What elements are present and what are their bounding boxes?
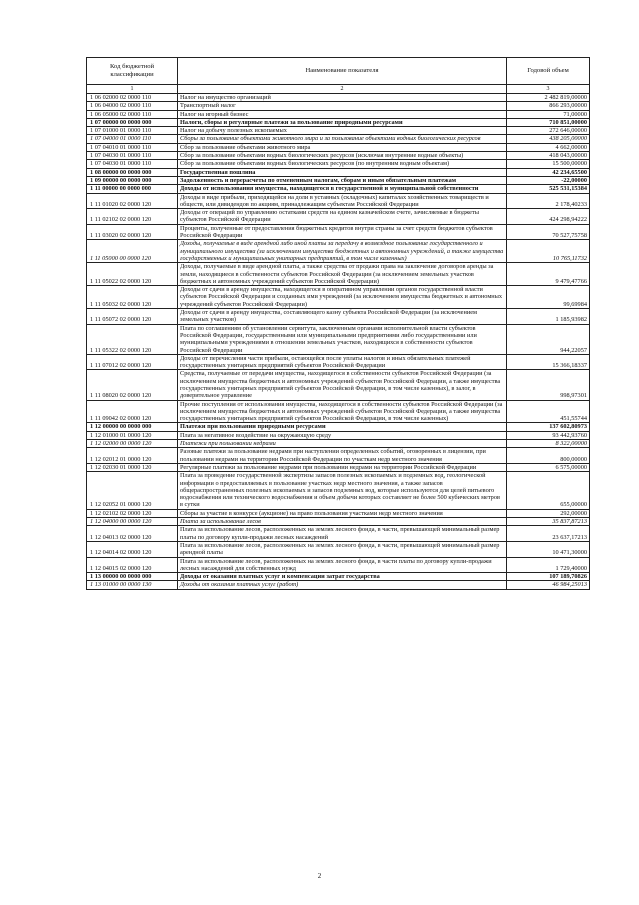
row-name: Прочие поступления от использования имущества, находящегося в собственности субъектов Российской Федерации (за исключением имущества бюджетных и автономных учреждений субъектов Российской Федерации, а также имущества государственных унитарных предприятий субъектов Российской Федерации, в том числе казенных): [178, 400, 507, 423]
row-name: Сбор за пользование объектами животного мира: [178, 143, 507, 151]
row-value: 4 662,00000: [507, 143, 590, 151]
table-row: [87, 168, 590, 176]
row-code: 1 11 00000 00 0000 000: [87, 185, 178, 193]
table-row: [87, 431, 590, 439]
row-code: 1 11 08020 02 0000 120: [87, 370, 178, 400]
table-row: [87, 94, 590, 102]
table-row: [87, 160, 590, 168]
header-code: Код бюджетной классификации: [87, 58, 178, 85]
row-value: 46 984,25013: [507, 581, 590, 589]
row-value: 418 043,00000: [507, 152, 590, 160]
table-row: [87, 263, 590, 286]
row-name: Сбор за пользование объектами водных биологических ресурсов (по внутренним водным объектам): [178, 160, 507, 168]
table-row: [87, 370, 590, 400]
row-code: 1 07 04030 01 0000 110: [87, 160, 178, 168]
row-code: 1 12 02012 01 0000 120: [87, 448, 178, 464]
table-row: [87, 557, 590, 573]
row-code: 1 12 01000 01 0000 120: [87, 431, 178, 439]
row-name: Плата по соглашениям об установлении сервитута, заключенным органами исполнительной власти субъектов Российской Федерации, государственными или муниципальными предприятиями либо государственными или муниципальными учреждениями в отношении земельных участков, находящихся в собственности субъектов Российской Федерации: [178, 324, 507, 354]
row-name: Сбор за пользование объектами водных биологических ресурсов (исключая внутренние водные объекты): [178, 152, 507, 160]
table-row: [87, 127, 590, 135]
row-name: Доходы от оказания платных услуг (работ): [178, 581, 507, 589]
table-row: [87, 400, 590, 423]
row-name: Налоги, сборы и регулярные платежи за пользование природными ресурсами: [178, 118, 507, 126]
row-value: 9 479,47766: [507, 263, 590, 286]
row-name: Плата за проведение государственной экспертизы запасов полезных ископаемых и подземных вод, геологической информации о предоставляемых в пользование участках недр местного значения, а также запасов общераспространенных полезных ископаемых и запасов подземных вод, которые используются для целей питьевого водоснабжения или технического водоснабжения и объем добычи которых составляет не более 500 кубических метров в сутки: [178, 472, 507, 509]
table-row: [87, 581, 590, 589]
row-code: 1 11 01020 02 0000 120: [87, 193, 178, 209]
row-code: 1 11 05072 02 0000 120: [87, 309, 178, 325]
table-row: [87, 152, 590, 160]
row-name: Платежи при пользовании природными ресурсами: [178, 423, 507, 431]
row-value: 800,00000: [507, 448, 590, 464]
row-name: Средства, получаемые от передачи имущества, находящегося в собственности субъектов Российской Федерации (за исключением имущества бюджетных и автономных учреждений субъектов Российской Федерации, а также имущества государственных унитарных предприятий субъектов Российской Федерации, в том числе казенных), в залог, в доверительное управление: [178, 370, 507, 400]
row-name: Доходы от сдачи в аренду имущества, составляющего казну субъекта Российской Федерации (за исключением земельных участков): [178, 309, 507, 325]
table-row: [87, 423, 590, 431]
page-number: 2: [317, 872, 322, 880]
row-value: 137 602,80973: [507, 423, 590, 431]
table-row: [87, 240, 590, 263]
row-name: Налог на имущество организаций: [178, 94, 507, 102]
row-code: 1 11 07012 02 0000 120: [87, 354, 178, 370]
row-code: 1 07 04030 01 0000 110: [87, 152, 178, 160]
column-number-2: 2: [178, 85, 507, 94]
row-name: Плата за использование лесов, расположенных на землях лесного фонда, в части, превышающей минимальный размер арендной платы: [178, 541, 507, 557]
row-code: 1 12 04014 02 0000 120: [87, 541, 178, 557]
row-name: Доходы от использования имущества, находящегося в государственной и муниципальной собственности: [178, 185, 507, 193]
row-code: 1 12 02102 02 0000 120: [87, 509, 178, 517]
table-row: [87, 526, 590, 542]
row-value: 99,69984: [507, 286, 590, 309]
row-name: Плата за использование лесов, расположенных на землях лесного фонда, в части, превышающей минимальный размер платы по договору купли-продажи лесных насаждений: [178, 526, 507, 542]
row-value: 710 851,00000: [507, 118, 590, 126]
row-value: 107 189,70826: [507, 573, 590, 581]
row-code: 1 12 04000 00 0000 120: [87, 518, 178, 526]
table-row: [87, 324, 590, 354]
budget-revenue-table: [86, 57, 590, 590]
row-value: -22,00000: [507, 176, 590, 184]
table-row: [87, 118, 590, 126]
row-value: 1 185,93982: [507, 309, 590, 325]
row-code: 1 11 03020 02 0000 120: [87, 224, 178, 240]
table-row: [87, 573, 590, 581]
row-name: Разовые платежи за пользование недрами при наступлении определенных событий, оговоренных в лицензии, при пользовании недрами на территории Российской Федерации по участкам недр местного значения: [178, 448, 507, 464]
row-code: 1 11 05000 00 0000 120: [87, 240, 178, 263]
row-code: 1 12 02030 01 0000 120: [87, 463, 178, 471]
row-value: 71,00000: [507, 110, 590, 118]
table-row: [87, 110, 590, 118]
table-row: [87, 463, 590, 471]
row-code: 1 12 02052 01 0000 120: [87, 472, 178, 509]
row-name: Регулярные платежи за пользование недрами при пользовании недрами на территории Российской Федерации: [178, 463, 507, 471]
row-name: Налог на добычу полезных ископаемых: [178, 127, 507, 135]
table-row: [87, 541, 590, 557]
row-value: 15 500,00000: [507, 160, 590, 168]
row-name: Сборы за участие в конкурсе (аукционе) на право пользования участками недр местного значения: [178, 509, 507, 517]
row-code: 1 11 05022 02 0000 120: [87, 263, 178, 286]
row-value: 438 205,00000: [507, 135, 590, 143]
row-code: 1 12 02000 00 0000 120: [87, 440, 178, 448]
row-code: 1 13 01000 00 0000 130: [87, 581, 178, 589]
row-code: 1 06 04000 02 0000 110: [87, 102, 178, 110]
header-annual-volume: Годовой объем: [507, 58, 590, 85]
row-code: 1 13 00000 00 0000 000: [87, 573, 178, 581]
row-value: 655,00000: [507, 472, 590, 509]
row-value: 10 471,30000: [507, 541, 590, 557]
row-name: Доходы, получаемые в виде арендной платы, а также средства от продажи права на заключение договоров аренды за земли, находящиеся в собственности субъектов Российской Федерации (за исключением земельных участков бюджетных и автономных учреждений субъектов Российской Федерации): [178, 263, 507, 286]
row-name: Государственная пошлина: [178, 168, 507, 176]
table-header-row: [87, 58, 590, 85]
row-name: Плата за негативное воздействие на окружающую среду: [178, 431, 507, 439]
table-row: [87, 309, 590, 325]
row-code: 1 07 01000 01 0000 110: [87, 127, 178, 135]
row-code: 1 07 04000 01 0000 110: [87, 135, 178, 143]
table-row: [87, 209, 590, 225]
row-name: Налог на игорный бизнес: [178, 110, 507, 118]
row-value: 6 575,00000: [507, 463, 590, 471]
row-name: Доходы в виде прибыли, приходящейся на доли в уставных (складочных) капиталах хозяйственных товариществ и обществ, или дивидендов по акциям, принадлежащим субъектам Российской Федерации: [178, 193, 507, 209]
row-code: 1 11 05032 02 0000 120: [87, 286, 178, 309]
row-code: 1 08 00000 00 0000 000: [87, 168, 178, 176]
row-code: 1 06 02000 02 0000 110: [87, 94, 178, 102]
column-number-1: 1: [87, 85, 178, 94]
row-value: 272 646,00000: [507, 127, 590, 135]
row-value: 525 531,15384: [507, 185, 590, 193]
table-row: [87, 509, 590, 517]
row-name: Доходы от оказания платных услуг и компенсации затрат государства: [178, 573, 507, 581]
row-value: 2 178,40233: [507, 193, 590, 209]
row-name: Доходы от сдачи в аренду имущества, находящегося в оперативном управлении органов государственной власти субъектов Российской Федерации и созданных ими учреждений (за исключением имущества бюджетных и автономных учреждений субъектов Российской Федерации): [178, 286, 507, 309]
row-value: 944,22057: [507, 324, 590, 354]
row-name: Доходы, получаемые в виде арендной либо иной платы за передачу в возмездное пользование государственного и муниципального имущества (за исключением имущества бюджетных и автономных учреждений, а также имущества государственных и муниципальных унитарных предприятий, в том числе казенных): [178, 240, 507, 263]
row-value: 23 637,17213: [507, 526, 590, 542]
budget-table-page: [86, 57, 589, 590]
table-row: [87, 193, 590, 209]
table-row: [87, 185, 590, 193]
row-name: Платежи при пользовании недрами: [178, 440, 507, 448]
row-code: 1 11 02102 02 0000 120: [87, 209, 178, 225]
table-row: [87, 143, 590, 151]
row-value: 42 234,65500: [507, 168, 590, 176]
table-row: [87, 440, 590, 448]
table-row: [87, 224, 590, 240]
row-code: 1 07 00000 00 0000 000: [87, 118, 178, 126]
row-value: 998,97301: [507, 370, 590, 400]
table-row: [87, 102, 590, 110]
row-code: 1 07 04010 01 0000 110: [87, 143, 178, 151]
row-code: 1 09 00000 00 0000 000: [87, 176, 178, 184]
table-row: [87, 472, 590, 509]
row-value: 10 765,11732: [507, 240, 590, 263]
table-row: [87, 135, 590, 143]
table-row: [87, 354, 590, 370]
row-code: 1 11 09042 02 0000 120: [87, 400, 178, 423]
row-name: Сборы за пользование объектами животного мира и за пользование объектами водных биологических ресурсов: [178, 135, 507, 143]
row-value: 70 527,75758: [507, 224, 590, 240]
row-name: Задолженность и перерасчеты по отмененным налогам, сборам и иным обязательным платежам: [178, 176, 507, 184]
row-code: 1 12 04013 02 0000 120: [87, 526, 178, 542]
row-value: 1 729,40000: [507, 557, 590, 573]
table-row: [87, 518, 590, 526]
table-row: [87, 176, 590, 184]
row-value: 424 298,94222: [507, 209, 590, 225]
column-number-3: 3: [507, 85, 590, 94]
column-number-row: [87, 85, 590, 94]
row-name: Проценты, полученные от предоставления бюджетных кредитов внутри страны за счет средств бюджетов субъектов Российской Федерации: [178, 224, 507, 240]
row-value: 93 442,93760: [507, 431, 590, 439]
row-value: 8 322,00000: [507, 440, 590, 448]
row-code: 1 11 05322 02 0000 120: [87, 324, 178, 354]
table-row: [87, 448, 590, 464]
row-code: 1 12 04015 02 0000 120: [87, 557, 178, 573]
row-value: 2 482 819,00000: [507, 94, 590, 102]
row-code: 1 06 05000 02 0000 110: [87, 110, 178, 118]
row-value: 15 366,18337: [507, 354, 590, 370]
row-name: Плата за использование лесов, расположенных на землях лесного фонда, в части платы по договору купли-продажи лесных насаждений для собственных нужд: [178, 557, 507, 573]
row-value: 292,00000: [507, 509, 590, 517]
row-code: 1 12 00000 00 0000 000: [87, 423, 178, 431]
row-name: Доходы от перечисления части прибыли, остающейся после уплаты налогов и иных обязательных платежей государственных унитарных предприятий субъектов Российской Федерации: [178, 354, 507, 370]
table-row: [87, 286, 590, 309]
row-name: Транспортный налог: [178, 102, 507, 110]
row-name: Плата за использование лесов: [178, 518, 507, 526]
row-value: 451,55744: [507, 400, 590, 423]
row-value: 35 837,87213: [507, 518, 590, 526]
row-name: Доходы от операций по управлению остатками средств на едином казначейском счете, зачисляемые в бюджеты субъектов Российской Федерации: [178, 209, 507, 225]
row-value: 866 293,00000: [507, 102, 590, 110]
table-body: [87, 94, 590, 590]
header-name: Наименование показателя: [178, 58, 507, 85]
